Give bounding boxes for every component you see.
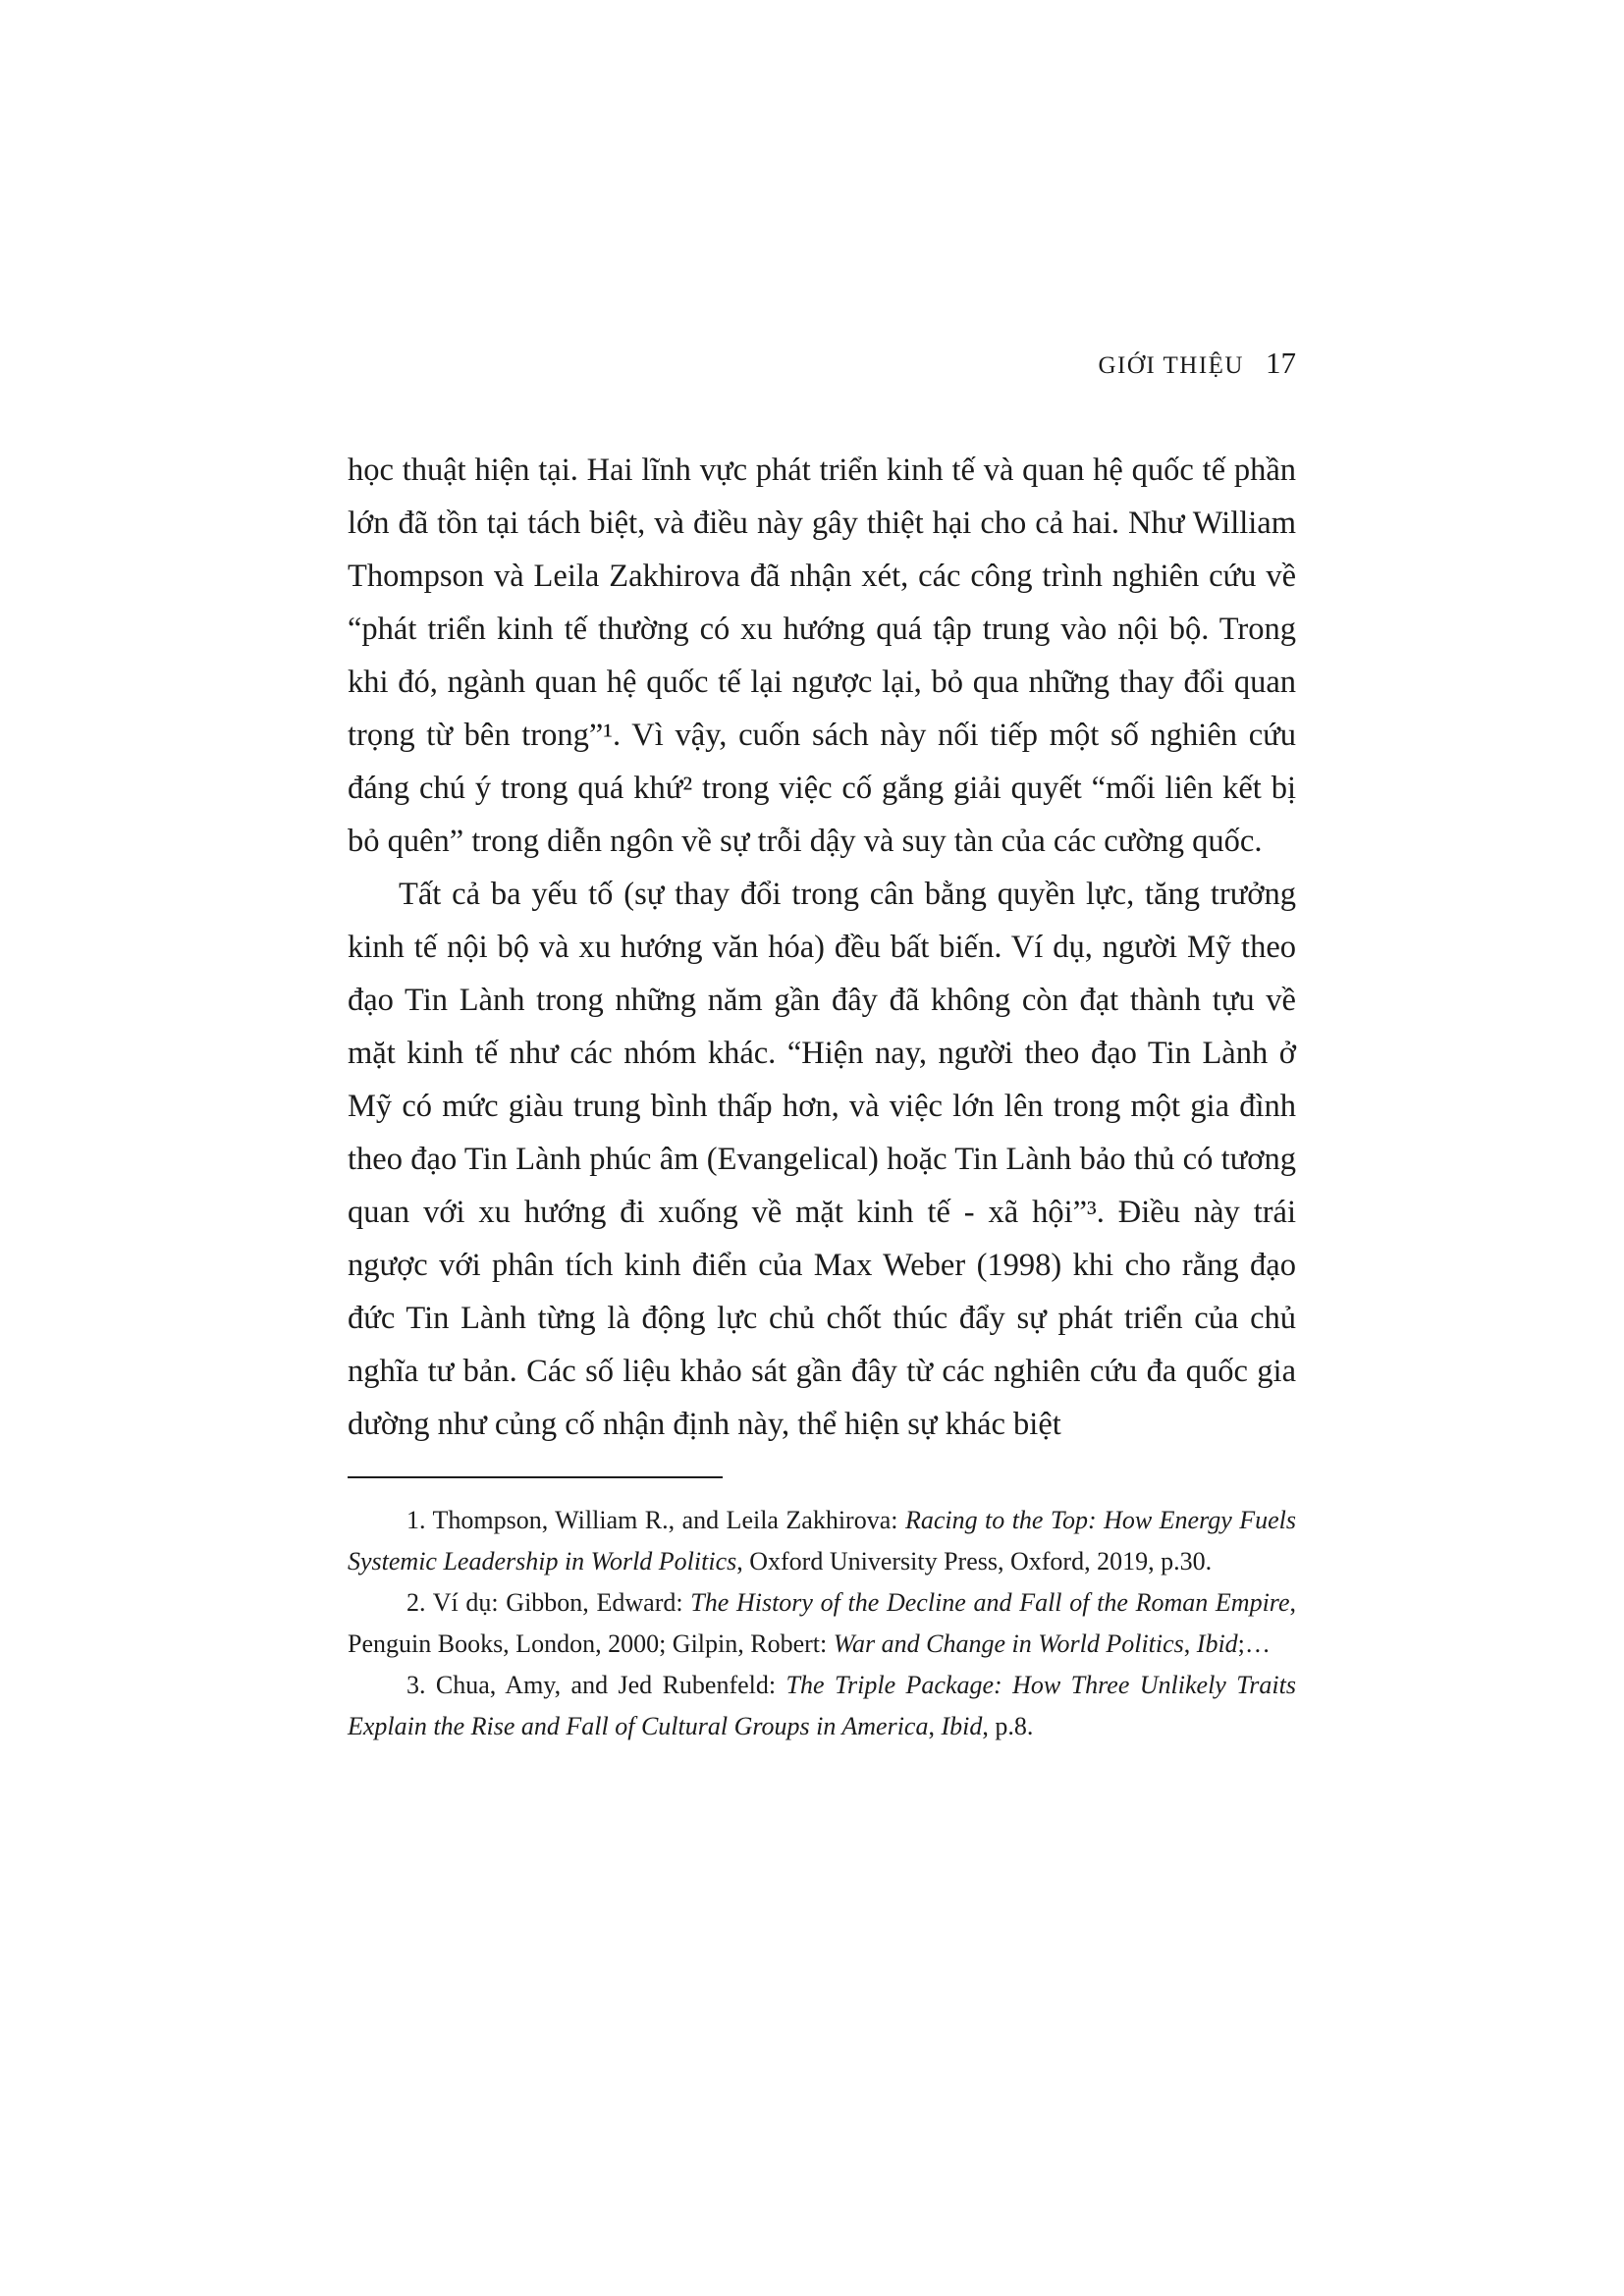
page-number: 17: [1266, 346, 1296, 380]
footnote: 2. Ví dụ: Gibbon, Edward: The History of the Decline and Fall of the Roman Empire, Penguin Books, London, 2000; Gilpin, Robert: War and Change in World Politics, Ibid;…: [348, 1588, 1296, 1658]
footnotes-section: [348, 1500, 1296, 1747]
paragraph: học thuật hiện tại. Hai lĩnh vực phát triển kinh tế và quan hệ quốc tế phần lớn đã tồn tại tách biệt, và điều này gây thiệt hại cho cả hai. Như William Thompson và Leila Zakhirova đã nhận xét, các công trình nghiên cứu về “phát triển kinh tế thường có xu hướng quá tập trung vào nội bộ. Trong khi đó, ngành quan hệ quốc tế lại ngược lại, bỏ qua những thay đổi quan trọng từ bên trong”¹. Vì vậy, cuốn sách này nối tiếp một số nghiên cứu đáng chú ý trong quá khứ² trong việc cố gắng giải quyết “mối liên kết bị bỏ quên” trong diễn ngôn về sự trỗi dậy và suy tàn của các cường quốc.: [348, 453, 1296, 859]
section-title: GIỚI THIỆU: [1098, 352, 1244, 379]
footnote: 1. Thompson, William R., and Leila Zakhirova: Racing to the Top: How Energy Fuels Systemic Leadership in World Politics, Oxford University Press, Oxford, 2019, p.30.: [348, 1506, 1296, 1575]
footnote-separator: [348, 1476, 723, 1478]
running-header: [348, 346, 1296, 381]
paragraph: Tất cả ba yếu tố (sự thay đổi trong cân bằng quyền lực, tăng trưởng kinh tế nội bộ và xu hướng văn hóa) đều bất biến. Ví dụ, người Mỹ theo đạo Tin Lành trong những năm gần đây đã không còn đạt thành tựu về mặt kinh tế như các nhóm khác. “Hiện nay, người theo đạo Tin Lành ở Mỹ có mức giàu trung bình thấp hơn, và việc lớn lên trong một gia đình theo đạo Tin Lành phúc âm (Evangelical) hoặc Tin Lành bảo thủ có tương quan với xu hướng đi xuống về mặt kinh tế - xã hội”³. Điều này trái ngược với phân tích kinh điển của Max Weber (1998) khi cho rằng đạo đức Tin Lành từng là động lực chủ chốt thúc đẩy sự phát triển của chủ nghĩa tư bản. Các số liệu khảo sát gần đây từ các nghiên cứu đa quốc gia dường như củng cố nhận định này, thể hiện sự khác biệt: [348, 877, 1296, 1442]
footnote: 3. Chua, Amy, and Jed Rubenfeld: The Triple Package: How Three Unlikely Traits Explain the Rise and Fall of Cultural Groups in America, Ibid, p.8.: [348, 1671, 1296, 1740]
body-text: [348, 444, 1296, 1451]
page-content: [348, 346, 1296, 1747]
